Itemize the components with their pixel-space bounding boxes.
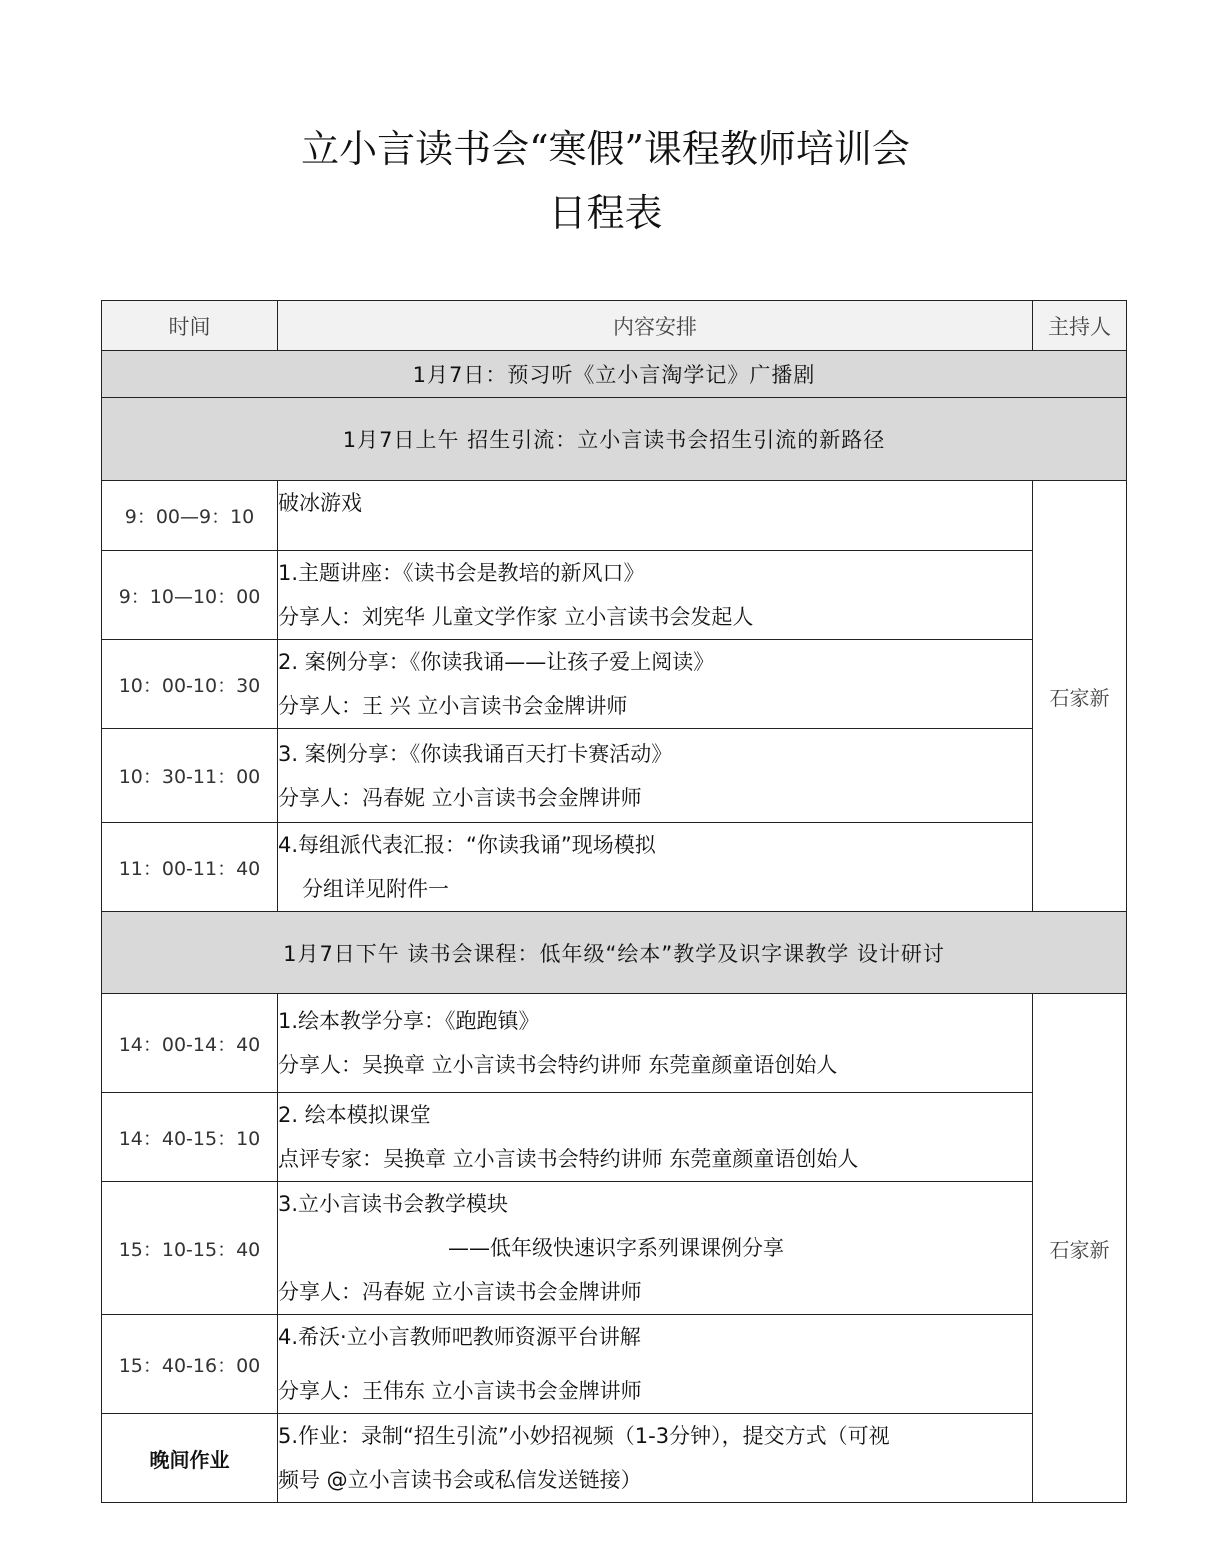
morning-host-cell: 石家新 bbox=[1033, 481, 1127, 912]
time-cell: 14：00-14：40 bbox=[102, 994, 278, 1093]
content-line: ——低年级快速识字系列课课例分享 bbox=[448, 1236, 784, 1260]
time-cell: 10：00-10：30 bbox=[102, 640, 278, 729]
table-row bbox=[102, 1315, 1127, 1414]
content-line: 4.希沃·立小言教师吧教师资源平台讲解 bbox=[278, 1325, 641, 1349]
line-spacer bbox=[278, 1359, 1032, 1369]
content-line: 分享人：王 兴 立小言读书会金牌讲师 bbox=[278, 694, 628, 718]
table-row bbox=[102, 823, 1127, 912]
content-line: 分享人：冯春妮 立小言读书会金牌讲师 bbox=[278, 785, 642, 810]
time-cell: 15：10-15：40 bbox=[102, 1182, 278, 1315]
header-host: 主持人 bbox=[1033, 301, 1127, 351]
content-line: 1.绘本教学分享：《跑跑镇》 bbox=[278, 1009, 540, 1033]
document-subtitle: 日程表 bbox=[548, 191, 663, 235]
preview-row bbox=[102, 351, 1127, 398]
content-line: 分享人：冯春妮 立小言读书会金牌讲师 bbox=[278, 1280, 642, 1304]
content-line: 分享人：刘宪华 儿童文学作家 立小言读书会发起人 bbox=[278, 605, 754, 629]
table-row bbox=[102, 729, 1127, 823]
preview-cell: 1月7日：预习听《立小言淘学记》广播剧 bbox=[102, 351, 1127, 398]
content-line: 2. 绘本模拟课堂 bbox=[278, 1103, 431, 1127]
content-cell bbox=[278, 640, 1033, 729]
table-row bbox=[102, 640, 1127, 729]
schedule-table bbox=[101, 300, 1127, 1503]
content-cell bbox=[278, 994, 1033, 1093]
document-title: 立小言读书会“寒假”课程教师培训会 bbox=[301, 127, 910, 171]
time-cell: 9：00—9：10 bbox=[102, 481, 278, 551]
time-cell: 14：40-15：10 bbox=[102, 1093, 278, 1182]
morning-section-title: 1月7日上午 招生引流：立小言读书会招生引流的新路径 bbox=[102, 398, 1127, 481]
content-line: 分享人：王伟东 立小言读书会金牌讲师 bbox=[278, 1379, 642, 1403]
header-time: 时间 bbox=[102, 301, 278, 351]
table-header-row bbox=[102, 301, 1127, 351]
time-cell: 晚间作业 bbox=[102, 1414, 278, 1503]
content-cell bbox=[278, 1093, 1033, 1182]
afternoon-section-title: 1月7日下午 读书会课程：低年级“绘本”教学及识字课教学 设计研讨 bbox=[102, 912, 1127, 994]
time-cell: 10：30-11：00 bbox=[102, 729, 278, 823]
table-row bbox=[102, 1182, 1127, 1315]
content-line: 频号 @立小言读书会或私信发送链接） bbox=[278, 1468, 642, 1492]
table-row bbox=[102, 1093, 1127, 1182]
content-cell bbox=[278, 823, 1033, 912]
content-cell bbox=[278, 1414, 1033, 1503]
content-cell bbox=[278, 551, 1033, 640]
time-cell: 11：00-11：40 bbox=[102, 823, 278, 912]
content-line: 5.作业：录制“招生引流”小妙招视频（1-3分钟），提交方式（可视 bbox=[278, 1424, 890, 1448]
content-line: 2. 案例分享：《你读我诵——让孩子爱上阅读》 bbox=[278, 650, 715, 674]
table-row bbox=[102, 551, 1127, 640]
content-line: 3.立小言读书会教学模块 bbox=[278, 1192, 509, 1216]
content-line: 点评专家：吴换章 立小言读书会特约讲师 东莞童颜童语创始人 bbox=[278, 1147, 859, 1171]
content-cell bbox=[278, 729, 1033, 823]
content-line: 3. 案例分享：《你读我诵百天打卡赛活动》 bbox=[278, 741, 673, 766]
table-row bbox=[102, 481, 1127, 551]
morning-section-row bbox=[102, 398, 1127, 481]
afternoon-host-cell: 石家新 bbox=[1033, 994, 1127, 1503]
afternoon-section-row bbox=[102, 912, 1127, 994]
time-cell: 15：40-16：00 bbox=[102, 1315, 278, 1414]
content-cell bbox=[278, 481, 1033, 551]
content-line: 分享人：吴换章 立小言读书会特约讲师 东莞童颜童语创始人 bbox=[278, 1053, 838, 1077]
content-line: 破冰游戏 bbox=[278, 491, 362, 515]
table-row bbox=[102, 994, 1127, 1093]
table-row bbox=[102, 1414, 1127, 1503]
content-line: 分组详见附件一 bbox=[302, 877, 449, 901]
content-line: 1.主题讲座：《读书会是教培的新风口》 bbox=[278, 561, 645, 585]
time-cell: 9：10—10：00 bbox=[102, 551, 278, 640]
content-cell bbox=[278, 1315, 1033, 1414]
header-content: 内容安排 bbox=[278, 301, 1033, 351]
content-line: 4.每组派代表汇报：“你读我诵”现场模拟 bbox=[278, 833, 656, 857]
content-cell bbox=[278, 1182, 1033, 1315]
